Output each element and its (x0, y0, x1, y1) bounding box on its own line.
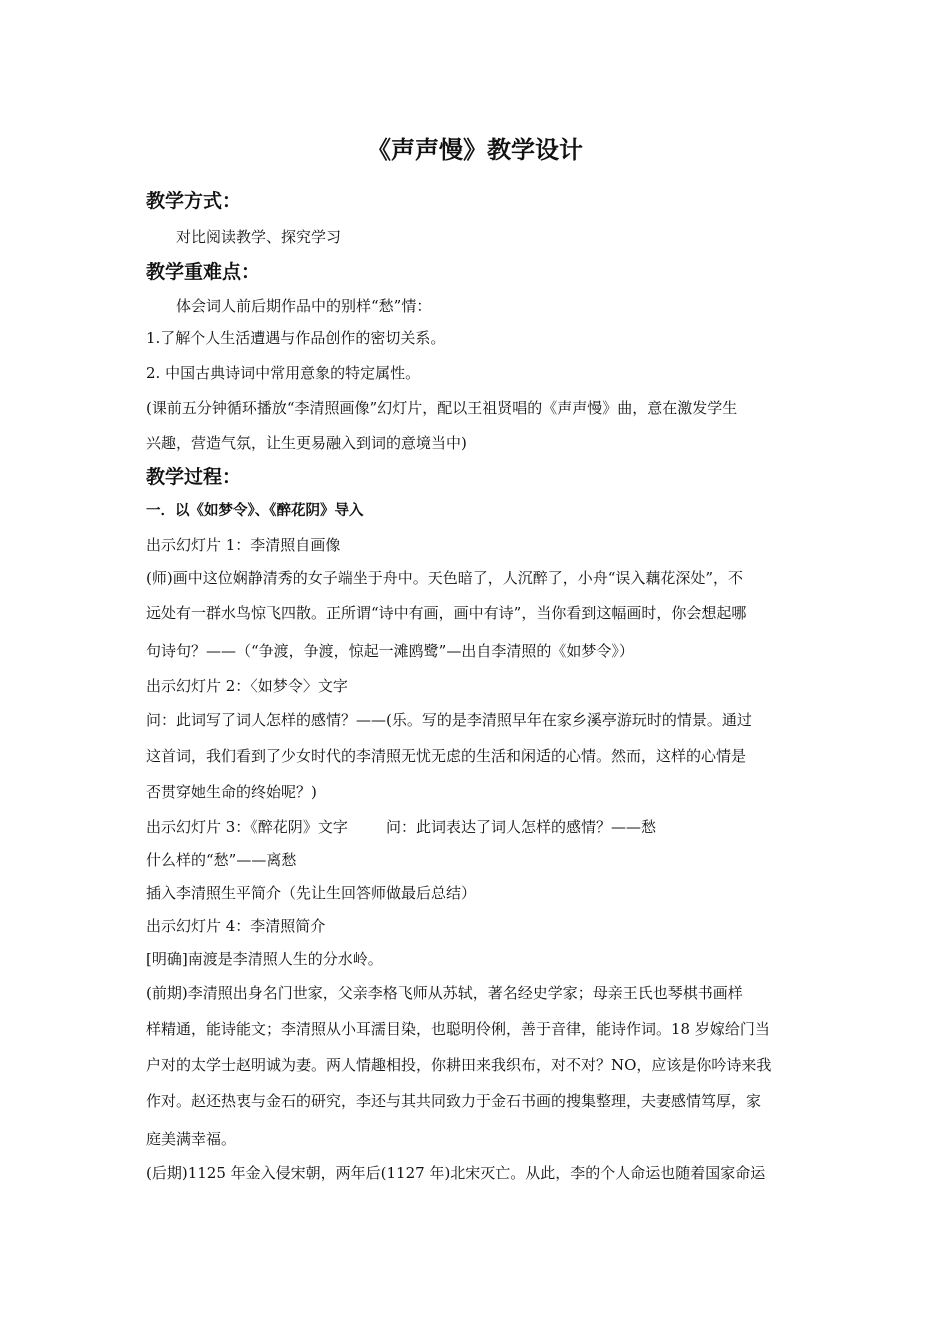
heading-teaching-process: 教学过程： (146, 466, 242, 488)
heading-teaching-method: 教学方式： (146, 190, 242, 212)
paragraph-early-line-5: 庭美满幸福。 (146, 1130, 237, 1148)
paragraph-key-points-intro: 体会词人前后期作品中的别样“愁”情： (176, 297, 432, 315)
paragraph-teacher-line-1: (师)画中这位娴静清秀的女子端坐于舟中。天色暗了，人沉醉了，小舟“误入藕花深处”，不 (146, 569, 744, 587)
list-item-point-2: 2. 中国古典诗词中常用意象的特定属性。 (146, 364, 421, 382)
paragraph-slide-1: 出示幻灯片 1：李清照自画像 (146, 536, 341, 554)
paragraph-slide-3: 出示幻灯片 3：《醉花阴》文字 问：此词表达了词人怎样的感情？——愁 (146, 818, 656, 836)
paragraph-question-1-line-1: 问：此词写了词人怎样的感情？——(乐。写的是李清照早年在家乡溪亭游玩时的情景。通过 (146, 711, 752, 729)
paragraph-slide-4: 出示幻灯片 4：李清照简介 (146, 917, 326, 935)
heading-key-points: 教学重难点： (146, 261, 261, 283)
paragraph-late-line-1: (后期)1125 年金入侵宋朝，两年后(1127 年)北宋灭亡。从此，李的个人命运也随着国家命运 (146, 1164, 766, 1182)
paragraph-question-1-line-3: 否贯穿她生命的终始呢？) (146, 783, 317, 801)
paragraph-early-line-2: 样精通，能诗能文；李清照从小耳濡目染，也聪明伶俐，善于音律，能诗作词。18 岁嫁给门当 (146, 1020, 770, 1038)
paragraph-question-1-line-2: 这首词，我们看到了少女时代的李清照无忧无虑的生活和闲适的心情。然而，这样的心情是 (146, 747, 747, 765)
paragraph-teacher-line-3: 句诗句？——（“争渡，争渡，惊起一滩鸥鹭”—出自李清照的《如梦令》） (146, 642, 634, 660)
paragraph-insert-bio: 插入李清照生平简介（先让生回答师做最后总结） (146, 884, 477, 902)
paragraph-teaching-method: 对比阅读教学、探究学习 (176, 228, 342, 246)
paragraph-clarify: [明确]南渡是李清照人生的分水岭。 (146, 950, 383, 968)
paragraph-note-line-2: 兴趣，营造气氛，让生更易融入到词的意境当中) (146, 434, 467, 452)
document-title: 《声声慢》教学设计 (367, 136, 583, 164)
paragraph-early-line-1: (前期)李清照出身名门世家，父亲李格飞师从苏轼，著名经史学家；母亲王氏也琴棋书画样 (146, 984, 743, 1002)
list-item-point-1: 1.了解个人生活遭遇与作品创作的密切关系。 (146, 329, 446, 347)
paragraph-note-line-1: (课前五分钟循环播放“李清照画像”幻灯片，配以王祖贤唱的《声声慢》曲，意在激发学生 (146, 399, 738, 417)
paragraph-early-line-3: 户对的太学士赵明诚为妻。两人情趣相投，你耕田来我织布，对不对？NO，应该是你吟诗来我 (146, 1056, 772, 1074)
paragraph-question-2: 什么样的“愁”——离愁 (146, 851, 297, 869)
paragraph-slide-2: 出示幻灯片 2：〈如梦令〉文字 (146, 677, 348, 695)
subheading-part-1: 一．以《如梦令》、《醉花阴》导入 (146, 503, 364, 519)
paragraph-early-line-4: 作对。赵还热衷与金石的研究，李还与其共同致力于金石书画的搜集整理，夫妻感情笃厚，家 (146, 1092, 762, 1110)
paragraph-teacher-line-2: 远处有一群水鸟惊飞四散。正所谓“诗中有画，画中有诗”，当你看到这幅画时，你会想起哪 (146, 604, 747, 622)
